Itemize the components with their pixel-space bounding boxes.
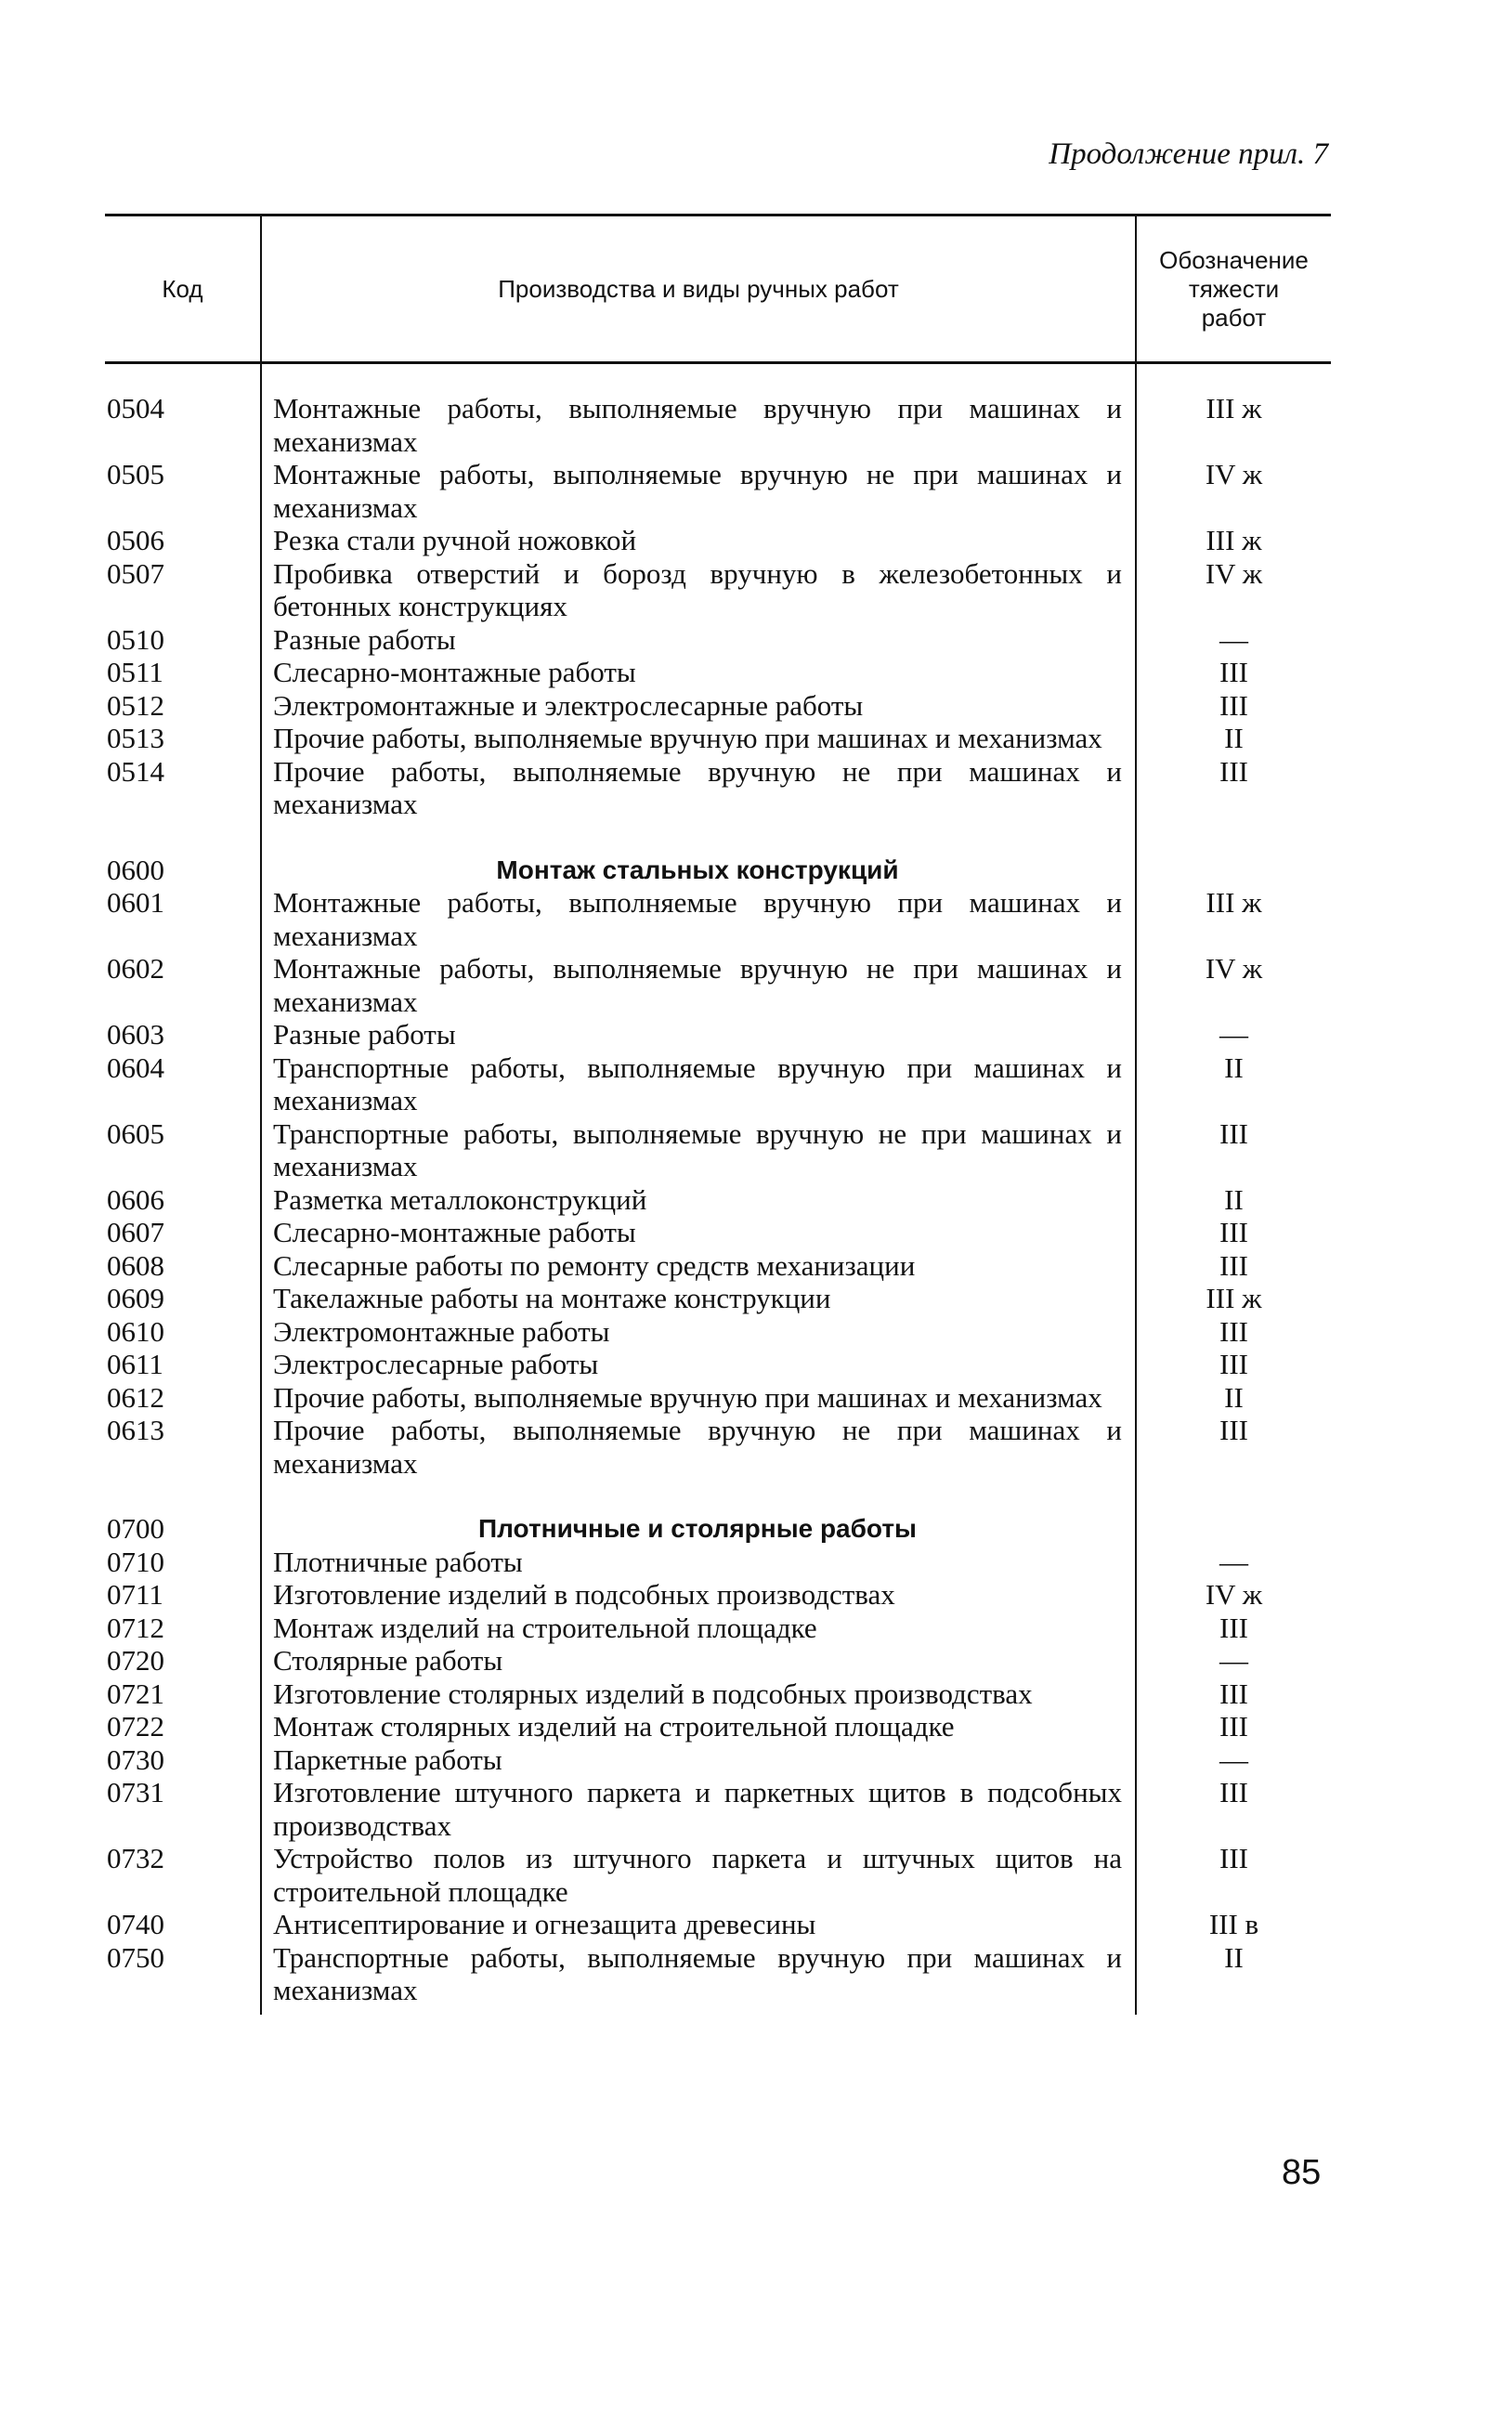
row-code: 0507 — [107, 556, 164, 590]
table-row — [105, 1348, 1331, 1381]
row-description: Электрослесарные работы — [261, 1348, 1136, 1381]
table-row — [105, 1546, 1331, 1579]
row-severity: III ж — [1136, 1282, 1331, 1315]
table-header — [105, 215, 1331, 363]
row-severity: III в — [1136, 1908, 1331, 1941]
row-code: 0710 — [107, 1545, 164, 1578]
row-severity: III — [1136, 1842, 1331, 1908]
row-severity: III — [1136, 1677, 1331, 1711]
row-code: 0700 — [107, 1512, 164, 1545]
table-row — [105, 1183, 1331, 1217]
table-row — [105, 1249, 1331, 1283]
row-severity: — — [1136, 623, 1331, 657]
row-description: Транспортные работы, выполняемые вручную при машинах и механизмах — [261, 1941, 1136, 2007]
row-code — [105, 1480, 261, 1512]
row-description: Прочие работы, выполняемые вручную не при машинах и механизмах — [261, 755, 1136, 821]
row-severity: — — [1136, 1018, 1331, 1051]
row-code: 0510 — [107, 622, 164, 656]
row-severity — [1136, 1512, 1331, 1546]
table-row — [105, 1644, 1331, 1677]
row-description: Монтаж столярных изделий на строительной площадке — [261, 1710, 1136, 1743]
row-code: 0605 — [107, 1116, 164, 1150]
table-row — [105, 524, 1331, 557]
row-code: 0610 — [107, 1314, 164, 1348]
row-severity: III — [1136, 1612, 1331, 1645]
row-severity: III — [1136, 1348, 1331, 1381]
row-code: 0712 — [107, 1611, 164, 1644]
spacer-row — [105, 821, 1331, 854]
row-description: Пробивка отверстий и борозд вручную в железобетонных и бетонных конструкциях — [261, 557, 1136, 623]
row-description: Прочие работы, выполняемые вручную при машинах и механизмах — [261, 722, 1136, 755]
row-code: 0607 — [107, 1216, 164, 1248]
row-severity: II — [1136, 1051, 1331, 1117]
row-code: 0721 — [107, 1677, 164, 1710]
table-row — [105, 1315, 1331, 1349]
row-description: Разные работы — [261, 623, 1136, 657]
row-severity: III — [1136, 1216, 1331, 1249]
row-severity: III ж — [1136, 392, 1331, 458]
table-row — [105, 1578, 1331, 1612]
table-row — [105, 1908, 1331, 1941]
section-row — [105, 854, 1331, 887]
row-severity: III — [1136, 1414, 1331, 1480]
row-code: 0732 — [107, 1842, 164, 1874]
page-caption: Продолжение прил. 7 — [1049, 137, 1328, 171]
header-severity-text: Обозначение тяжести работ — [1159, 245, 1309, 332]
table-row — [105, 1282, 1331, 1315]
row-severity — [1136, 821, 1331, 854]
row-description: Слесарно-монтажные работы — [261, 656, 1136, 689]
row-code: 0504 — [107, 392, 164, 424]
row-severity: III ж — [1136, 524, 1331, 557]
row-code: 0505 — [107, 458, 164, 490]
table-row — [105, 1117, 1331, 1183]
row-description: Паркетные работы — [261, 1743, 1136, 1777]
row-description: Транспортные работы, выполняемые вручную не при машинах и механизмах — [261, 1117, 1136, 1183]
header-severity — [1136, 215, 1331, 363]
row-description: Слесарные работы по ремонту средств механизации — [261, 1249, 1136, 1283]
table-row — [105, 689, 1331, 723]
table-row — [105, 1216, 1331, 1249]
row-severity: IV ж — [1136, 557, 1331, 623]
row-code: 0731 — [107, 1776, 164, 1808]
table-gap — [105, 2007, 1331, 2015]
row-code: 0506 — [107, 524, 164, 556]
table-row — [105, 557, 1331, 623]
row-description — [261, 821, 1136, 854]
row-severity: III — [1136, 1117, 1331, 1183]
row-description: Разметка металлоконструкций — [261, 1183, 1136, 1217]
row-description: Прочие работы, выполняемые вручную не при машинах и механизмах — [261, 1414, 1136, 1480]
row-code: 0601 — [107, 886, 164, 919]
row-code: 0606 — [107, 1182, 164, 1216]
page-number: 85 — [1282, 2153, 1322, 2192]
row-code: 0602 — [107, 952, 164, 985]
table-row — [105, 1842, 1331, 1908]
row-severity: — — [1136, 1644, 1331, 1677]
table-row — [105, 623, 1331, 657]
row-severity: II — [1136, 1183, 1331, 1217]
row-code: 0750 — [107, 1940, 164, 1974]
row-code: 0608 — [107, 1248, 164, 1282]
row-description: Такелажные работы на монтаже конструкции — [261, 1282, 1136, 1315]
row-severity: — — [1136, 1743, 1331, 1777]
table-row — [105, 886, 1331, 952]
row-severity: III — [1136, 755, 1331, 821]
row-description: Монтаж стальных конструкций — [261, 854, 1136, 887]
row-code: 0600 — [107, 853, 164, 886]
row-description: Изготовление изделий в подсобных производствах — [261, 1578, 1136, 1612]
table-row — [105, 755, 1331, 821]
row-severity: II — [1136, 1381, 1331, 1415]
row-description: Слесарно-монтажные работы — [261, 1216, 1136, 1249]
row-code: 0613 — [107, 1414, 164, 1446]
row-description: Резка стали ручной ножовкой — [261, 524, 1136, 557]
table-row — [105, 1941, 1331, 2007]
row-code: 0604 — [107, 1051, 164, 1084]
row-severity: IV ж — [1136, 952, 1331, 1018]
row-code — [105, 821, 261, 854]
row-severity: IV ж — [1136, 458, 1331, 524]
row-description: Монтаж изделий на строительной площадке — [261, 1612, 1136, 1645]
table-row — [105, 1776, 1331, 1842]
row-code: 0720 — [107, 1644, 164, 1677]
row-severity: III — [1136, 1249, 1331, 1283]
row-code: 0740 — [107, 1908, 164, 1940]
row-severity — [1136, 854, 1331, 887]
row-description: Монтажные работы, выполняемые вручную не при машинах и механизмах — [261, 458, 1136, 524]
row-code: 0611 — [107, 1348, 163, 1380]
table-row — [105, 1677, 1331, 1711]
row-code: 0722 — [107, 1710, 164, 1743]
row-severity: — — [1136, 1546, 1331, 1579]
row-code: 0511 — [107, 656, 163, 688]
row-severity: III — [1136, 656, 1331, 689]
row-description: Монтажные работы, выполняемые вручную не при машинах и механизмах — [261, 952, 1136, 1018]
table-gap — [105, 363, 1331, 393]
table-row — [105, 1612, 1331, 1645]
row-description: Плотничные работы — [261, 1546, 1136, 1579]
row-description: Плотничные и столярные работы — [261, 1512, 1136, 1546]
row-description: Электромонтажные работы — [261, 1315, 1136, 1349]
row-code: 0730 — [107, 1743, 164, 1776]
table-row — [105, 1414, 1331, 1480]
row-description: Столярные работы — [261, 1644, 1136, 1677]
row-code: 0612 — [107, 1380, 164, 1414]
row-code: 0513 — [107, 722, 164, 754]
row-description: Монтажные работы, выполняемые вручную при машинах и механизмах — [261, 392, 1136, 458]
row-severity: III — [1136, 1315, 1331, 1349]
header-description: Производства и виды ручных работ — [261, 215, 1136, 363]
table-row — [105, 656, 1331, 689]
row-severity: III — [1136, 1710, 1331, 1743]
row-code: 0711 — [107, 1578, 163, 1611]
row-code: 0514 — [107, 754, 164, 788]
row-description: Изготовление штучного паркета и паркетных щитов в подсобных производствах — [261, 1776, 1136, 1842]
table-row — [105, 952, 1331, 1018]
row-description: Изготовление столярных изделий в подсобных производствах — [261, 1677, 1136, 1711]
spacer-row — [105, 1480, 1331, 1512]
row-description: Транспортные работы, выполняемые вручную при машинах и механизмах — [261, 1051, 1136, 1117]
work-severity-table — [105, 214, 1331, 2015]
table-body — [105, 363, 1331, 2015]
table-row — [105, 722, 1331, 755]
row-severity: IV ж — [1136, 1578, 1331, 1612]
row-severity — [1136, 1480, 1331, 1512]
row-description: Антисептирование и огнезащита древесины — [261, 1908, 1136, 1941]
row-description: Устройство полов из штучного паркета и штучных щитов на строительной площадке — [261, 1842, 1136, 1908]
row-severity: III — [1136, 689, 1331, 723]
table-row — [105, 392, 1331, 458]
row-description: Электромонтажные и электрослесарные работы — [261, 689, 1136, 723]
row-description: Прочие работы, выполняемые вручную при машинах и механизмах — [261, 1381, 1136, 1415]
row-code: 0609 — [107, 1282, 164, 1314]
row-severity: III ж — [1136, 886, 1331, 952]
row-severity: II — [1136, 1941, 1331, 2007]
row-description — [261, 1480, 1136, 1512]
table-row — [105, 1018, 1331, 1051]
table-row — [105, 1381, 1331, 1415]
row-description: Монтажные работы, выполняемые вручную при машинах и механизмах — [261, 886, 1136, 952]
table-row — [105, 1710, 1331, 1743]
table-row — [105, 1051, 1331, 1117]
row-severity: III — [1136, 1776, 1331, 1842]
row-severity: II — [1136, 722, 1331, 755]
row-code: 0603 — [107, 1018, 164, 1051]
row-description: Разные работы — [261, 1018, 1136, 1051]
header-code: Код — [162, 274, 203, 303]
section-row — [105, 1512, 1331, 1546]
row-code: 0512 — [107, 688, 164, 722]
table-row — [105, 1743, 1331, 1777]
table-row — [105, 458, 1331, 524]
